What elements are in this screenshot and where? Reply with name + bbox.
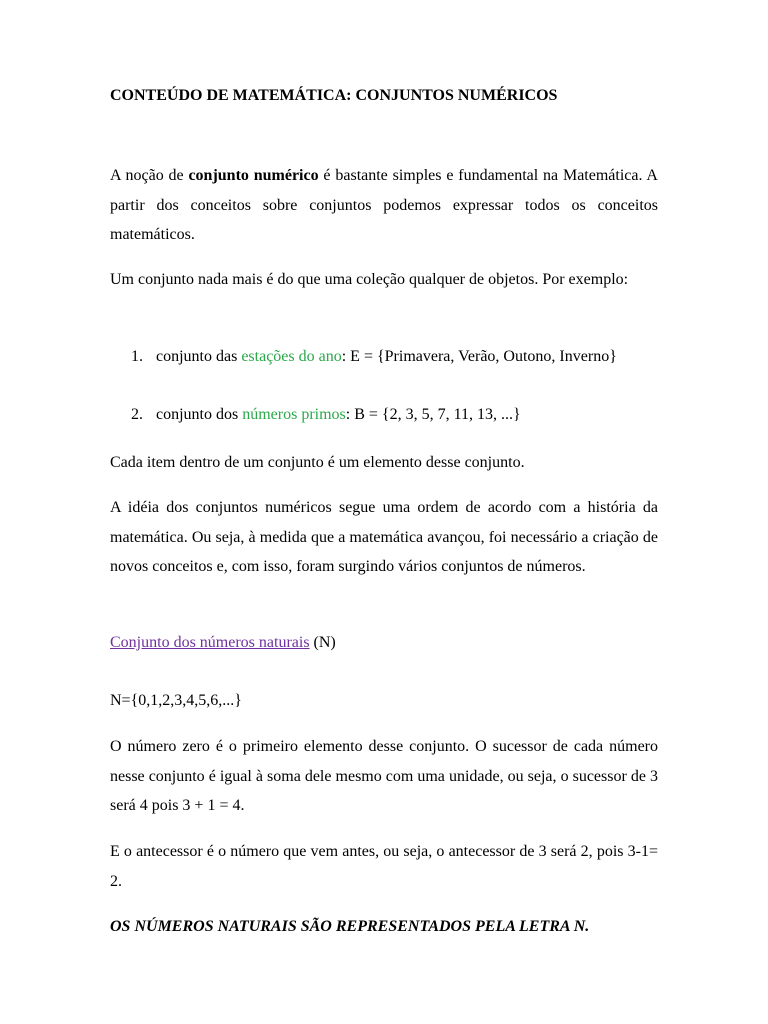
closing-statement: OS NÚMEROS NATURAIS SÃO REPRESENTADOS PELA LETRA N. [110, 918, 590, 935]
example-intro-paragraph: Um conjunto nada mais é do que uma coleção qualquer de objetos. Por exemplo: [110, 271, 629, 288]
list-item-text [156, 400, 658, 429]
list-item-number: 2. [131, 406, 143, 423]
prime-numbers-link[interactable]: números primos [242, 406, 346, 423]
intro-text-before: A noção de [110, 167, 189, 184]
list-item-text-before: conjunto das [156, 348, 242, 365]
seasons-link[interactable]: estações do ano [241, 348, 342, 365]
element-paragraph: Cada item dentro de um conjunto é um elemento desse conjunto. [110, 454, 525, 471]
naturals-set: N={0,1,2,3,4,5,6,...} [110, 692, 242, 709]
naturals-heading-suffix: (N) [309, 634, 336, 651]
predecessor-paragraph: E o antecessor é o número que vem antes, ou seja, o antecessor de 3 será 2, pois 3-1= 2. [110, 843, 658, 890]
naturals-heading [110, 628, 658, 658]
list-item-text-after: : E = {Primavera, Verão, Outono, Inverno} [341, 348, 617, 365]
successor-paragraph: O número zero é o primeiro elemento desse conjunto. O sucessor de cada número nesse conjunto é igual à soma dele mesmo com uma unidade, ou seja, o sucessor de 3 será 4 pois 3 + 1 = 4. [110, 738, 658, 814]
list-item-text-before: conjunto dos [156, 406, 243, 423]
list-item-text [156, 342, 658, 371]
intro-text-after: é bastante simples e fundamental na Matemática. A partir dos conceitos sobre conjuntos podemos expressar todos os conceitos matemáticos. [110, 167, 658, 243]
list-item-text-after: : B = {2, 3, 5, 7, 11, 13, ...} [345, 406, 521, 423]
list-item-number: 1. [131, 348, 143, 365]
intro-paragraph [110, 161, 658, 250]
intro-bold-term: conjunto numérico [188, 167, 319, 184]
naturals-link[interactable]: Conjunto dos números naturais [110, 634, 310, 651]
history-paragraph: A idéia dos conjuntos numéricos segue uma ordem de acordo com a história da matemática. Ou seja, à medida que a matemática avançou, foi necessário a criação de novos conceitos e, com isso, foram surgindo vários conjuntos de números. [110, 499, 658, 575]
document-title: CONTEÚDO DE MATEMÁTICA: CONJUNTOS NUMÉRICOS [110, 87, 558, 104]
